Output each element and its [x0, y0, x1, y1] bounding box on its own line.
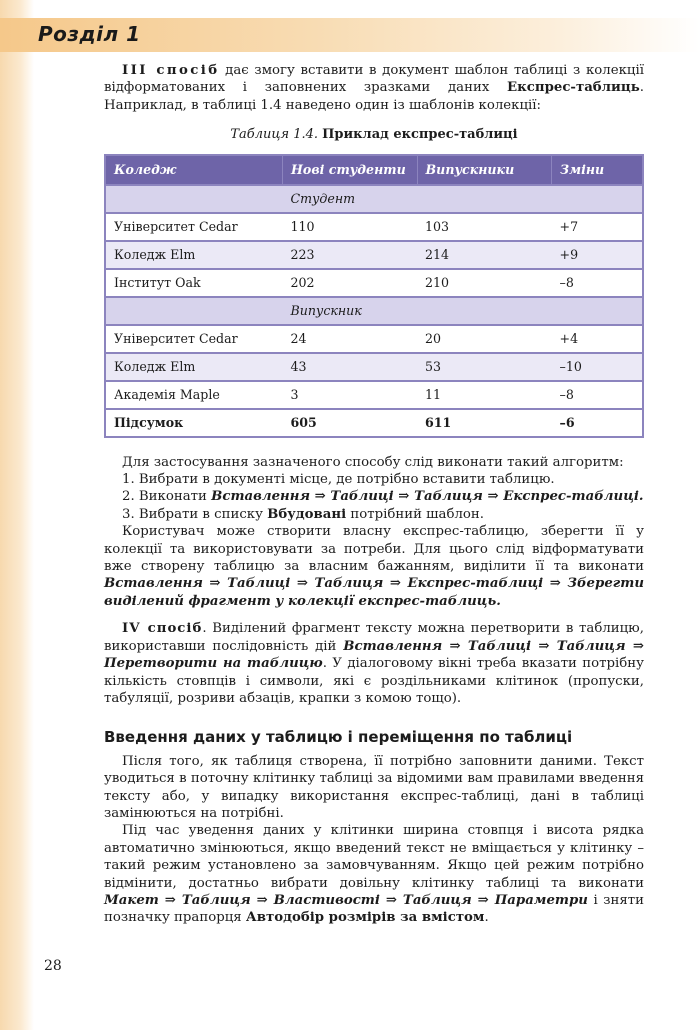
express-tables-term: Експрес-таблиць — [507, 80, 640, 96]
header-graduates: Випускники — [417, 155, 552, 185]
page-number: 28 — [44, 958, 62, 974]
intro-paragraph: III спосіб дає змогу вставити в документ шаблон таблиці з колекції відформатованих і заповнених зразками даних Експрес-таблиць. Наприклад, в таблиці 1.4 наведено один із шаблонів колекції: — [104, 63, 644, 113]
table-row: Коледж Elm 223 214 +9 — [105, 241, 643, 269]
express-table — [104, 154, 644, 438]
method3-label: III спосіб — [122, 63, 220, 78]
table-row: Інститут Oak 202 210 –8 — [105, 269, 643, 297]
page-content — [104, 62, 644, 927]
header-changes: Зміни — [552, 155, 643, 185]
header-new-students: Нові студенти — [283, 155, 418, 185]
header-college: Коледж — [105, 155, 283, 185]
data-entry-paragraph-1: Після того, як таблиця створена, її потрібно заповнити даними. Текст уводиться в поточну клітинку таблиці за відомими вам правилами введення тексту або, у випадку використання експрес-таблиці, дані в таблиці замінюються на потрібні. — [104, 753, 644, 821]
page-margin-band — [0, 0, 34, 1030]
table-row: Академія Maple 3 11 –8 — [105, 381, 643, 409]
algorithm-step-2: 2. Виконати Вставлення ⇒ Таблиці ⇒ Таблиця ⇒ Експрес-таблиці. — [122, 489, 644, 505]
section-title: Розділ 1 — [38, 22, 141, 46]
algorithm-step-1: 1. Вибрати в документі місце, де потрібно вставити таблицю. — [122, 472, 555, 488]
data-entry-paragraph-2: Під час уведення даних у клітинки ширина стовпця і висота рядка автоматично змінюються, якщо введений текст не вміщається у клітинку – такий режим установлено за замовчуванням. Якщо цей режим потрібно відмінити, достатньо вибрати довільну клітинку таблиці та виконати Макет ⇒ Таблиця ⇒ Властивості ⇒ Таблиця ⇒ Параметри і зняти позначку прапорця Автодобір розмірів за вмістом. — [104, 823, 644, 926]
group-row-student: Студент — [105, 185, 643, 213]
group-row-graduate: Випускник — [105, 297, 643, 325]
algorithm-lead: Для застосування зазначеного способу слід виконати такий алгоритм: — [122, 454, 624, 470]
algorithm-step-3: 3. Вибрати в списку Вбудовані потрібний шаблон. — [122, 506, 485, 522]
table-row: Коледж Elm 43 53 –10 — [105, 353, 643, 381]
algorithm-block — [104, 454, 644, 524]
method4-label: IV спосіб — [122, 621, 203, 637]
table-header-row — [105, 155, 643, 185]
table-row: Університет Cedar 24 20 +4 — [105, 325, 643, 353]
table-row: Університет Cedar 110 103 +7 — [105, 213, 643, 241]
section-heading: Введення даних у таблицю і переміщення по таблиці — [104, 728, 573, 747]
total-row: Підсумок 605 611 –6 — [105, 409, 643, 437]
table-caption: Таблиця 1.4. Приклад експрес-таблиці — [230, 127, 518, 143]
custom-table-paragraph: Користувач може створити власну експрес-таблицю, зберегти її у колекції та використовувати за потреби. Для цього слід відформатувати вже створену таблицю за власним бажанням, виділити її та виконати Вставлення ⇒ Таблиці ⇒ Таблиця ⇒ Експрес-таблиці ⇒ Зберегти виділений фрагмент у колекції експрес-таблиць. — [104, 524, 644, 609]
method4-paragraph: IV спосіб. Виділений фрагмент тексту можна перетворити в таблицю, використавши послідовність дій Вставлення ⇒ Таблиці ⇒ Таблиця ⇒ Перетворити на таблицю. У діалоговому вікні треба вказати потрібну кількість стовпців і символи, які є роздільниками клітинок (пропуски, табуляції, розриви абзаців, крапки з комою тощо). — [104, 621, 644, 706]
